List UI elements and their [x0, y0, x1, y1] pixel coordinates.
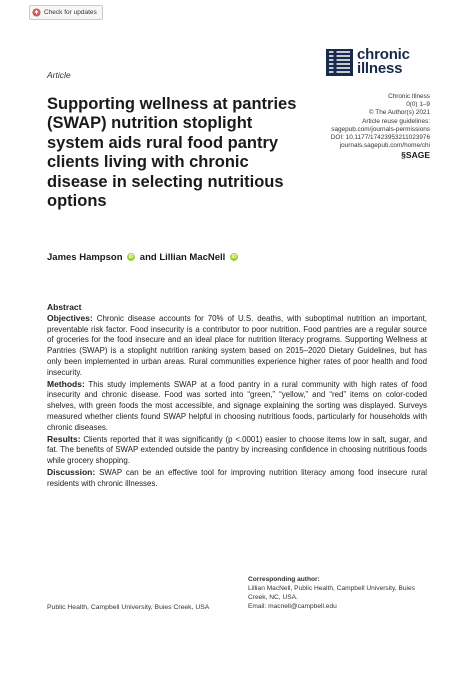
article-type: Article: [47, 70, 71, 80]
journal-logo-icon: [326, 49, 353, 76]
objectives-label: Objectives:: [47, 312, 93, 323]
journal-meta: [331, 93, 430, 160]
corresponding-email[interactable]: Email: macnell@campbell.edu: [248, 603, 337, 610]
discussion-text: SWAP can be an effective tool for improving nutrition literacy among food insecure rural residents with chronic illnesses.: [47, 467, 427, 488]
results-text: Clients reported that it was significantly (p <.0001) easier to choose items low in salt, sugar, and fat. The benefits of SWAP extended outside the pantry by increasing confidence in choosing nutritious foods while grocery shopping.: [47, 434, 427, 466]
check-updates-icon: [32, 8, 41, 17]
abstract-methods: [47, 379, 427, 434]
sage-icon: §: [401, 150, 406, 161]
reuse-guidelines: Article reuse guidelines:: [362, 117, 430, 125]
journal-name: Chronic Illness: [388, 93, 430, 100]
orcid-icon[interactable]: iD: [231, 254, 237, 261]
methods-label: Methods:: [47, 378, 85, 389]
author-connector: and: [139, 252, 157, 263]
discussion-label: Discussion:: [47, 466, 96, 477]
article-title: Supporting wellness at pantries (SWAP) nutrition stoplight system aids rural food pantry clients living with chronic disease in selecting nutritious options: [47, 95, 297, 211]
corresponding-line-1: Lillian MacNell, Public Health, Campbell University, Buies: [248, 585, 415, 592]
journal-logo: [326, 48, 410, 76]
check-for-updates-badge[interactable]: [29, 5, 103, 20]
corresponding-line-2: Creek, NC, USA.: [248, 594, 298, 601]
corresponding-author: [248, 575, 415, 611]
author-1: James Hampson: [47, 252, 123, 263]
abstract-objectives: [47, 313, 427, 379]
abstract-results: [47, 434, 427, 467]
affiliation: Public Health, Campbell University, Buies Creek, USA: [47, 604, 210, 611]
orcid-icon[interactable]: iD: [128, 254, 134, 261]
abstract-discussion: [47, 467, 427, 490]
publisher-logo: [331, 151, 430, 159]
copyright: © The Author(s) 2021: [368, 109, 430, 117]
journal-volume: 0(0) 1–9: [406, 101, 430, 109]
author-line: [47, 252, 240, 263]
journal-home[interactable]: journals.sagepub.com/home/chi: [339, 142, 430, 150]
logo-line-1: chronic: [357, 46, 410, 63]
results-label: Results:: [47, 433, 81, 444]
logo-line-2: illness: [357, 60, 403, 77]
corresponding-heading: Corresponding author:: [248, 576, 320, 583]
doi[interactable]: DOI: 10.1177/17423953211023976: [330, 134, 430, 142]
author-2: Lillian MacNell: [159, 252, 226, 263]
abstract-heading: Abstract: [47, 302, 82, 312]
abstract: [47, 302, 427, 490]
methods-text: This study implements SWAP at a food pantry in a rural community with high rates of food insecurity and chronic disease. Food was sorted into “green,” “yellow,” and “red” items on color-coded shelves, with green foods the most accessible, and signage explaining the sorting was displayed. Surveys measured whether clients found SWAP helpful in choosing nutritious foods, particularly for households with chronic diseases.: [47, 379, 427, 432]
publisher-name: SAGE: [405, 150, 430, 161]
objectives-text: Chronic disease accounts for 70% of U.S. deaths, with suboptimal nutrition an important, preventable risk factor. Food insecurity is a contributor to poor nutrition. Food pantries are a regular source of groceries for the food insecure and an ideal place for nutrition literacy programs. Supporting Wellness at Pantries (SWAP) is a stoplight nutrition ranking system based on 2015–2020 Dietary Guidelines, but has only been implemented in urban areas. Rural communities experience higher rates of poor health and food insecurity.: [47, 313, 427, 377]
reuse-url[interactable]: sagepub.com/journals-permissions: [331, 125, 430, 133]
check-for-updates-label: Check for updates: [44, 9, 97, 16]
